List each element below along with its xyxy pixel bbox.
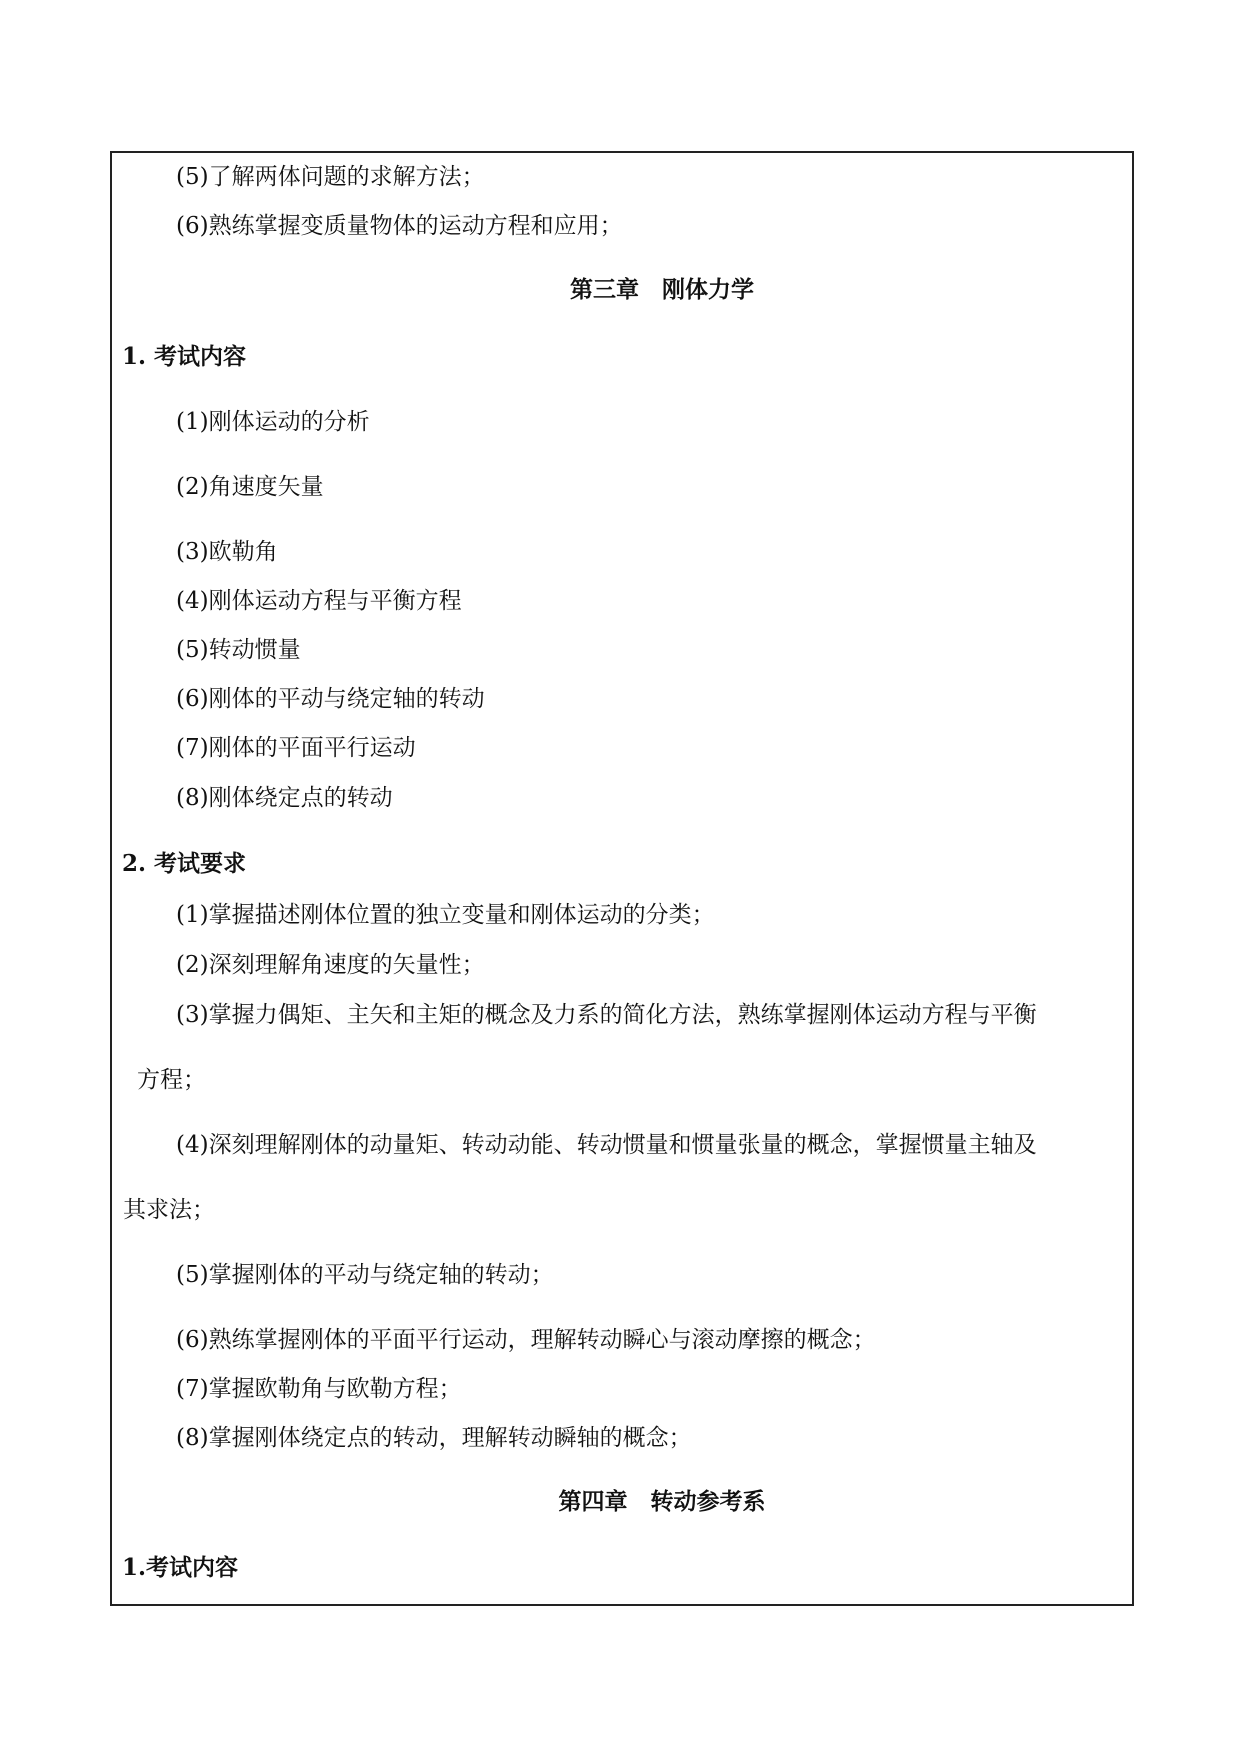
chapter-title: 第四章 转动参考系 — [558, 1488, 766, 1515]
text-line: (6)熟练掌握变质量物体的运动方程和应用； — [176, 213, 623, 239]
list-item: (1)掌握描述刚体位置的独立变量和刚体运动的分类； — [176, 902, 715, 928]
list-item: (4)深刻理解刚体的动量矩、转动动能、转动惯量和惯量张量的概念，掌握惯量主轴及 — [176, 1132, 1037, 1158]
section-heading: 2. 考试要求 — [122, 850, 247, 877]
list-item: (1)刚体运动的分析 — [176, 409, 370, 435]
list-item: (2)深刻理解角速度的矢量性； — [176, 952, 485, 978]
section-heading: 1.考试内容 — [122, 1554, 239, 1581]
list-item-continued: 方程； — [137, 1067, 206, 1093]
list-item: (4)刚体运动方程与平衡方程 — [176, 588, 462, 614]
list-item: (2)角速度矢量 — [176, 474, 324, 500]
text-line: (5)了解两体问题的求解方法； — [176, 164, 485, 190]
list-item-continued: 其求法； — [123, 1197, 215, 1223]
list-item: (8)刚体绕定点的转动 — [176, 785, 393, 811]
section-heading: 1. 考试内容 — [122, 343, 247, 370]
chapter-title: 第三章 刚体力学 — [570, 276, 754, 303]
list-item: (3)掌握力偶矩、主矢和主矩的概念及力系的简化方法，熟练掌握刚体运动方程与平衡 — [176, 1002, 1037, 1028]
list-item: (7)刚体的平面平行运动 — [176, 735, 416, 761]
list-item: (5)转动惯量 — [176, 637, 301, 663]
list-item: (8)掌握刚体绕定点的转动，理解转动瞬轴的概念； — [176, 1425, 692, 1451]
list-item: (6)刚体的平动与绕定轴的转动 — [176, 686, 485, 712]
list-item: (7)掌握欧勒角与欧勒方程； — [176, 1376, 462, 1402]
list-item: (3)欧勒角 — [176, 539, 278, 565]
list-item: (5)掌握刚体的平动与绕定轴的转动； — [176, 1262, 554, 1288]
list-item: (6)熟练掌握刚体的平面平行运动，理解转动瞬心与滚动摩擦的概念； — [176, 1327, 876, 1353]
